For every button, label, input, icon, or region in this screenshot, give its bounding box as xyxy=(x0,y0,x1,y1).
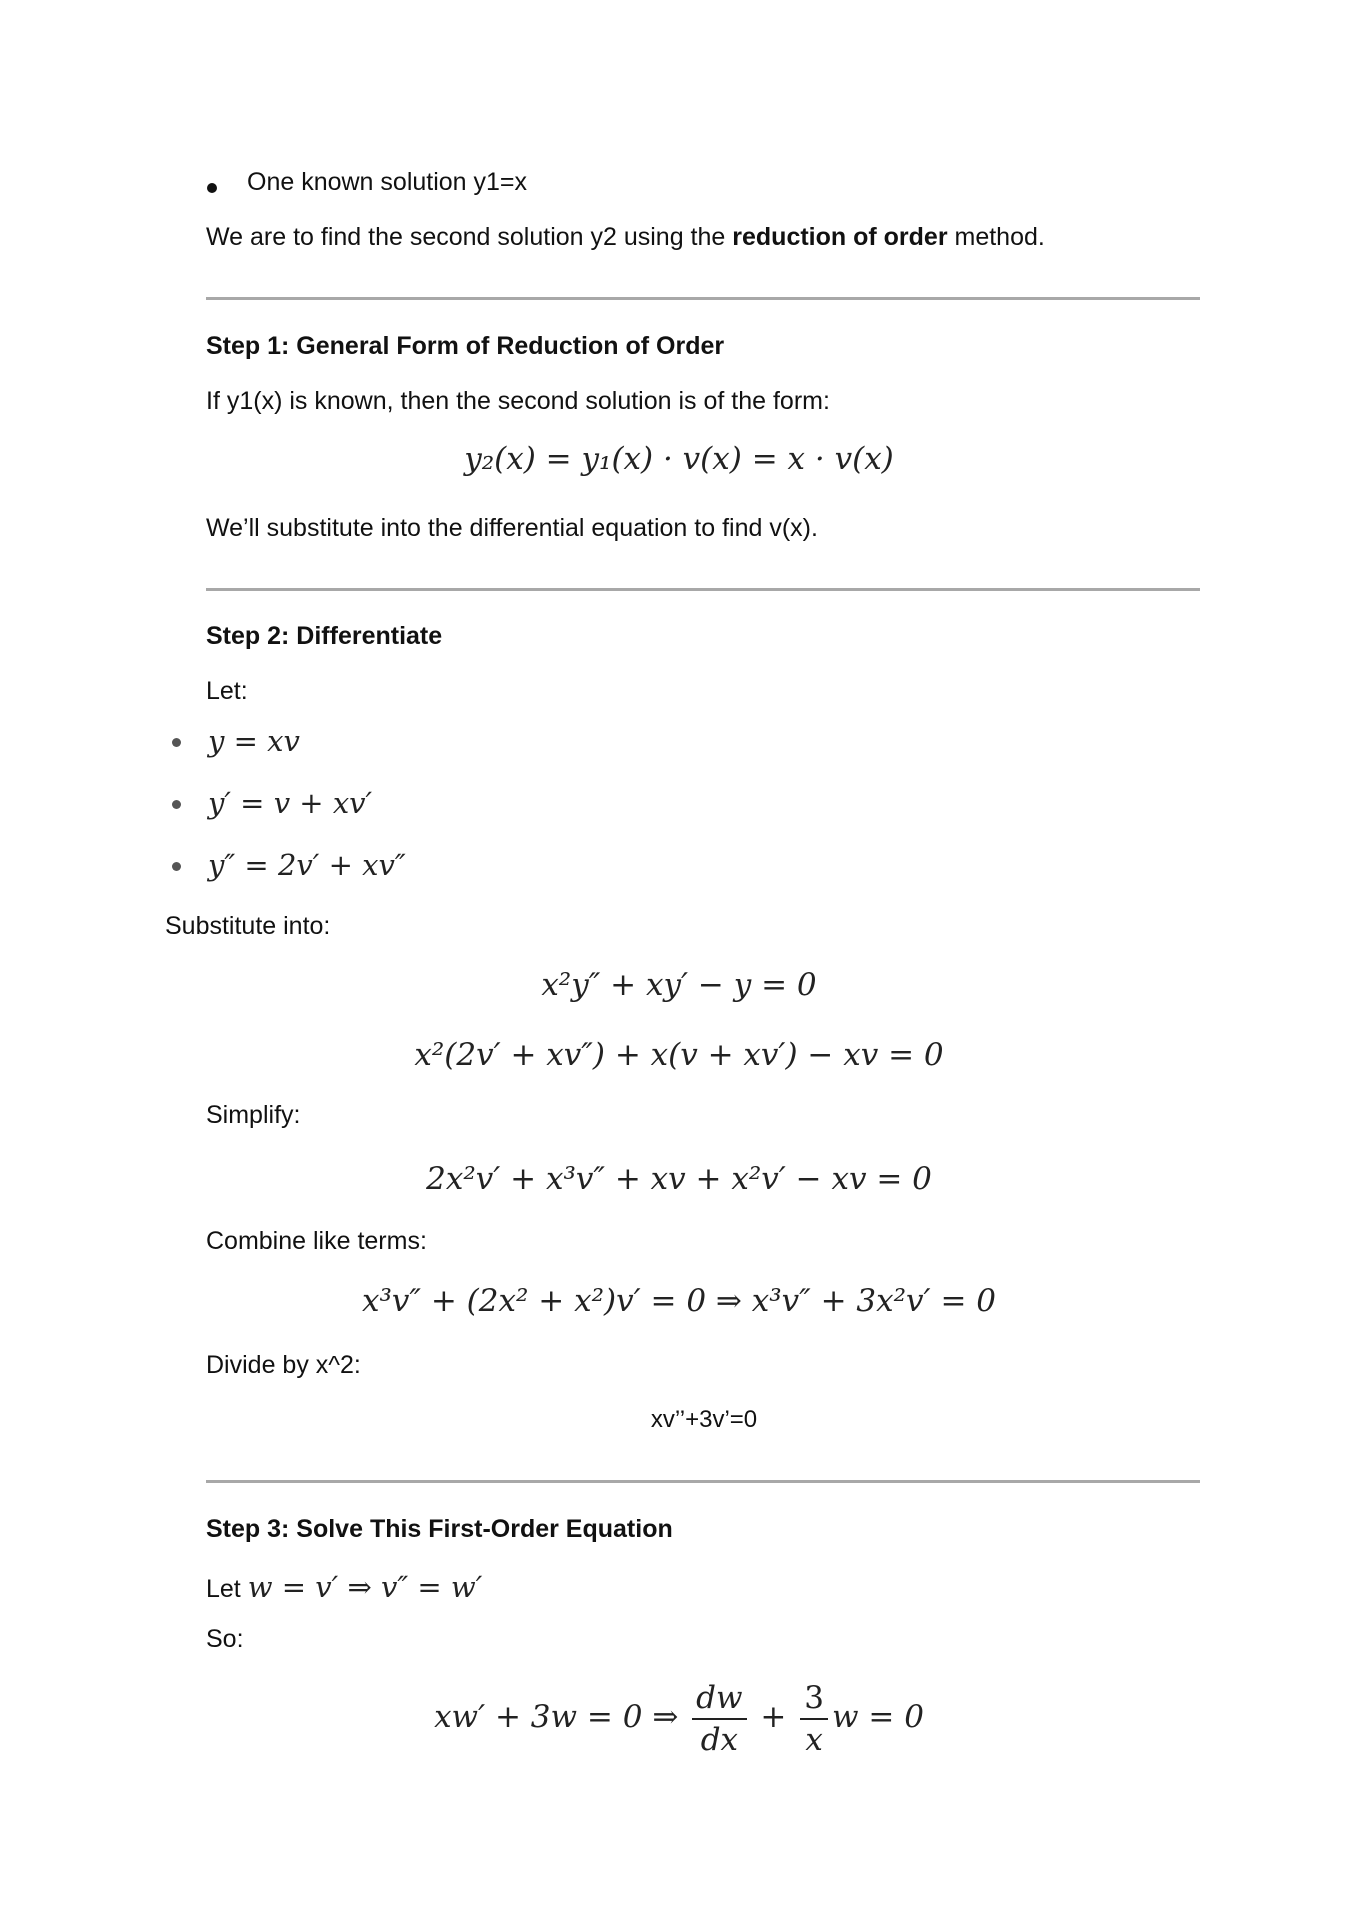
fraction-denominator: dx xyxy=(700,1721,739,1758)
three-over-x-fraction xyxy=(800,1678,828,1760)
list-bullet xyxy=(172,800,181,809)
horizontal-divider xyxy=(206,588,1200,591)
step3-let-prefix: Let xyxy=(206,1575,248,1603)
divided-equation: xv’’+3v’=0 xyxy=(650,1406,758,1433)
plus-sign: + xyxy=(760,1699,787,1735)
list-bullet xyxy=(172,738,181,747)
step2-let-label: Let: xyxy=(206,677,248,705)
horizontal-divider xyxy=(206,297,1200,300)
intro-sentence-end: method. xyxy=(947,223,1045,251)
dw-dx-fraction xyxy=(692,1678,746,1760)
step3-so-label: So: xyxy=(206,1625,244,1653)
simplified-equation: 2x²v′ + x³v″ + xv + x²v′ − xv = 0 xyxy=(426,1161,932,1197)
intro-sentence xyxy=(206,220,1045,254)
ode-equation: x²y″ + xy′ − y = 0 xyxy=(541,967,817,1003)
known-solution-text: One known solution y1=x xyxy=(247,168,528,196)
substituted-equation: x²(2v′ + xv″) + x(v + xv′) − xv = 0 xyxy=(414,1037,944,1073)
first-order-equation-left: xw′ + 3w = 0 ⇒ xyxy=(434,1699,679,1735)
intro-sentence-start: We are to find the second solution y2 using the xyxy=(206,223,733,251)
substitute-label: Substitute into: xyxy=(165,912,331,940)
list-bullet xyxy=(207,183,217,193)
fraction-numerator: dw xyxy=(692,1678,746,1720)
step3-let-line xyxy=(206,1566,482,1608)
step1-after-text: We’ll substitute into the differential equation to find v(x). xyxy=(206,514,818,542)
step1-equation: y₂(x) = y₁(x) · v(x) = x · v(x) xyxy=(464,441,894,477)
first-order-equation xyxy=(0,1672,1358,1762)
first-order-equation-right: w = 0 xyxy=(831,1699,924,1735)
step1-text: If y1(x) is known, then the second solution is of the form: xyxy=(206,387,830,415)
step2-bullet-y: y = xv xyxy=(208,724,300,758)
simplify-label: Simplify: xyxy=(206,1101,301,1129)
fraction-numerator: 3 xyxy=(800,1678,828,1720)
step2-bullet-y-prime: y′ = v + xv′ xyxy=(208,786,373,820)
divide-label: Divide by x^2: xyxy=(206,1351,361,1379)
combined-equation: x³v″ + (2x² + x²)v′ = 0 ⇒ x³v″ + 3x²v′ = 0 xyxy=(361,1283,997,1319)
horizontal-divider xyxy=(206,1480,1200,1483)
step3-heading: Step 3: Solve This First-Order Equation xyxy=(206,1515,673,1543)
step3-let-math: w = v′ ⇒ v″ = w′ xyxy=(247,1570,483,1604)
step1-heading: Step 1: General Form of Reduction of Order xyxy=(206,332,725,360)
list-bullet xyxy=(172,862,181,871)
step2-bullet-y-double-prime: y″ = 2v′ + xv″ xyxy=(208,848,406,882)
combine-label: Combine like terms: xyxy=(206,1227,427,1255)
step2-heading: Step 2: Differentiate xyxy=(206,622,443,650)
intro-sentence-bold: reduction of order xyxy=(732,223,948,251)
fraction-denominator: x xyxy=(805,1721,823,1758)
